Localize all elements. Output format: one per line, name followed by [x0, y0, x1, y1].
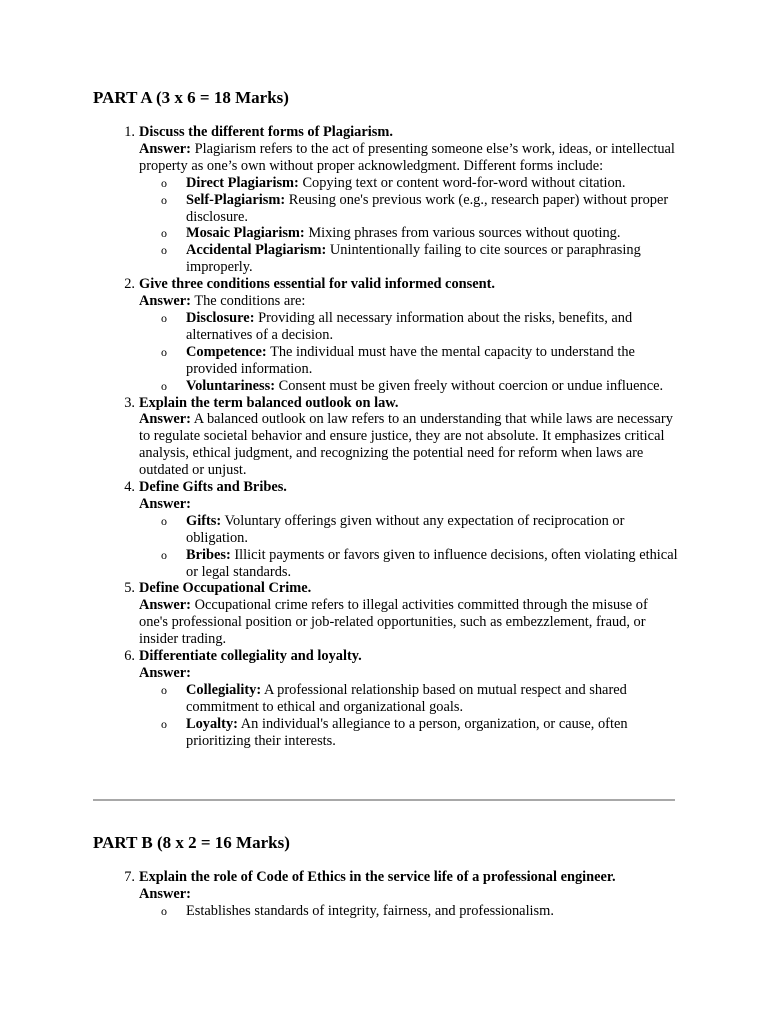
- term-label: Competence:: [186, 343, 267, 360]
- question-title: Define Occupational Crime.: [139, 580, 312, 597]
- list-item: [161, 512, 679, 547]
- list-item: [161, 546, 679, 581]
- list-item: [161, 343, 679, 378]
- answer-text: A balanced outlook on law refers to an understanding that while laws are necessary to regulate societal behavior and ensure justice, they are not absolute. It emphasizes critical analysis, ethical judgment, and recognizing the potential need for reform when laws are outdated or unjust.: [139, 411, 673, 479]
- answer-bullet-list: [139, 682, 679, 750]
- term-label: Gifts:: [186, 512, 222, 529]
- term-description: Providing all necessary information about the risks, benefits, and alternatives of a decision.: [186, 309, 633, 343]
- answer-text: The conditions are:: [194, 293, 306, 310]
- answer-paragraph: [139, 293, 679, 310]
- hollow-bullet-icon: o: [161, 192, 167, 207]
- question-title: Discuss the different forms of Plagiarism.: [139, 124, 393, 140]
- answer-bullet-list: [139, 175, 679, 276]
- question-number: 2.: [124, 276, 135, 293]
- term-label: Collegiality:: [186, 681, 262, 698]
- term-label: Mosaic Plagiarism:: [186, 225, 305, 242]
- hollow-bullet-icon: o: [161, 903, 167, 918]
- list-item: [161, 715, 679, 750]
- term-description: Mixing phrases from various sources without quoting.: [308, 225, 621, 242]
- list-item: [161, 377, 679, 395]
- question-number: 5.: [124, 580, 135, 597]
- term-description: A professional relationship based on mutual respect and shared commitment to ethical and organizational goals.: [186, 681, 627, 715]
- section-heading-part-b: PART B (8 x 2 = 16 Marks): [93, 833, 290, 852]
- hollow-bullet-icon: o: [161, 513, 167, 528]
- section-heading-part-a: PART A (3 x 6 = 18 Marks): [93, 88, 289, 107]
- question-3: [124, 394, 679, 480]
- term-description: Unintentionally failing to cite sources or paraphrasing improperly.: [186, 242, 641, 276]
- answer-label: Answer:: [139, 293, 191, 310]
- question-4: [124, 479, 679, 580]
- question-number: 1.: [124, 124, 135, 140]
- list-item: [161, 191, 679, 226]
- question-number: 7.: [124, 869, 135, 885]
- term-description: Reusing one's previous work (e.g., research paper) without proper disclosure.: [186, 191, 669, 225]
- hollow-bullet-icon: o: [161, 716, 167, 731]
- question-7: [124, 869, 679, 920]
- answer-label: Answer:: [139, 885, 191, 902]
- answer-paragraph: [139, 411, 679, 479]
- question-list-part-a: [124, 124, 679, 750]
- hollow-bullet-icon: o: [161, 175, 167, 190]
- list-item: [161, 309, 679, 344]
- term-description: An individual's allegiance to a person, organization, or cause, often prioritizing their interests.: [186, 715, 628, 749]
- term-description: Voluntary offerings given without any expectation of reciprocation or obligation.: [186, 512, 625, 546]
- answer-label: Answer:: [139, 495, 191, 512]
- term-label: Self-Plagiarism:: [186, 191, 286, 208]
- question-number: 3.: [124, 394, 135, 411]
- answer-paragraph: [139, 496, 679, 513]
- list-item: [161, 174, 679, 192]
- question-title: Explain the term balanced outlook on law.: [139, 394, 399, 411]
- answer-bullet-list: [139, 513, 679, 581]
- question-list-part-b: [124, 869, 679, 920]
- answer-paragraph: [139, 886, 679, 903]
- question-title: Explain the role of Code of Ethics in the service life of a professional engineer.: [139, 869, 616, 885]
- answer-text: Plagiarism refers to the act of presenting someone else’s work, ideas, or intellectual property as one’s own without proper acknowledgment. Different forms include:: [139, 140, 675, 174]
- hollow-bullet-icon: o: [161, 243, 167, 258]
- answer-bullet-list: [139, 903, 679, 920]
- answer-text: Occupational crime refers to illegal activities committed through the misuse of one's professional position or job-related opportunities, such as embezzlement, fraud, or insider trading.: [139, 597, 648, 648]
- answer-label: Answer:: [139, 411, 191, 428]
- question-title: Differentiate collegiality and loyalty.: [139, 648, 362, 665]
- hollow-bullet-icon: o: [161, 226, 167, 241]
- term-description: Establishes standards of integrity, fairness, and professionalism.: [186, 902, 554, 919]
- answer-bullet-list: [139, 310, 679, 395]
- list-item: [161, 242, 679, 276]
- term-description: Consent must be given freely without coercion or undue influence.: [278, 377, 664, 394]
- term-label: Bribes:: [186, 546, 231, 563]
- term-label: Direct Plagiarism:: [186, 174, 299, 191]
- section-divider: [93, 799, 675, 801]
- hollow-bullet-icon: o: [161, 547, 167, 562]
- term-description: The individual must have the mental capacity to understand the provided information.: [186, 343, 635, 377]
- question-number: 6.: [124, 648, 135, 665]
- answer-label: Answer:: [139, 665, 191, 681]
- answer-paragraph: [139, 665, 679, 682]
- answer-label: Answer:: [139, 140, 191, 157]
- question-5: [124, 580, 679, 648]
- term-description: Illicit payments or favors given to influence decisions, often violating ethical or legal standards.: [186, 546, 678, 580]
- question-6: [124, 648, 679, 749]
- list-item: [161, 681, 679, 716]
- term-label: Loyalty:: [186, 715, 238, 732]
- term-label: Accidental Plagiarism:: [186, 242, 327, 259]
- list-item: [161, 225, 679, 242]
- answer-label: Answer:: [139, 597, 191, 614]
- hollow-bullet-icon: o: [161, 682, 167, 697]
- hollow-bullet-icon: o: [161, 378, 167, 393]
- term-description: Copying text or content word-for-word without citation.: [302, 174, 626, 191]
- list-item: [161, 902, 679, 920]
- term-label: Disclosure:: [186, 309, 255, 326]
- term-label: Voluntariness:: [186, 377, 276, 394]
- answer-paragraph: [139, 597, 679, 648]
- answer-paragraph: [139, 141, 679, 175]
- question-1: [124, 124, 679, 276]
- question-2: [124, 276, 679, 394]
- question-title: Define Gifts and Bribes.: [139, 479, 287, 496]
- question-title: Give three conditions essential for valid informed consent.: [139, 276, 496, 293]
- hollow-bullet-icon: o: [161, 310, 167, 325]
- question-number: 4.: [124, 479, 135, 496]
- hollow-bullet-icon: o: [161, 344, 167, 359]
